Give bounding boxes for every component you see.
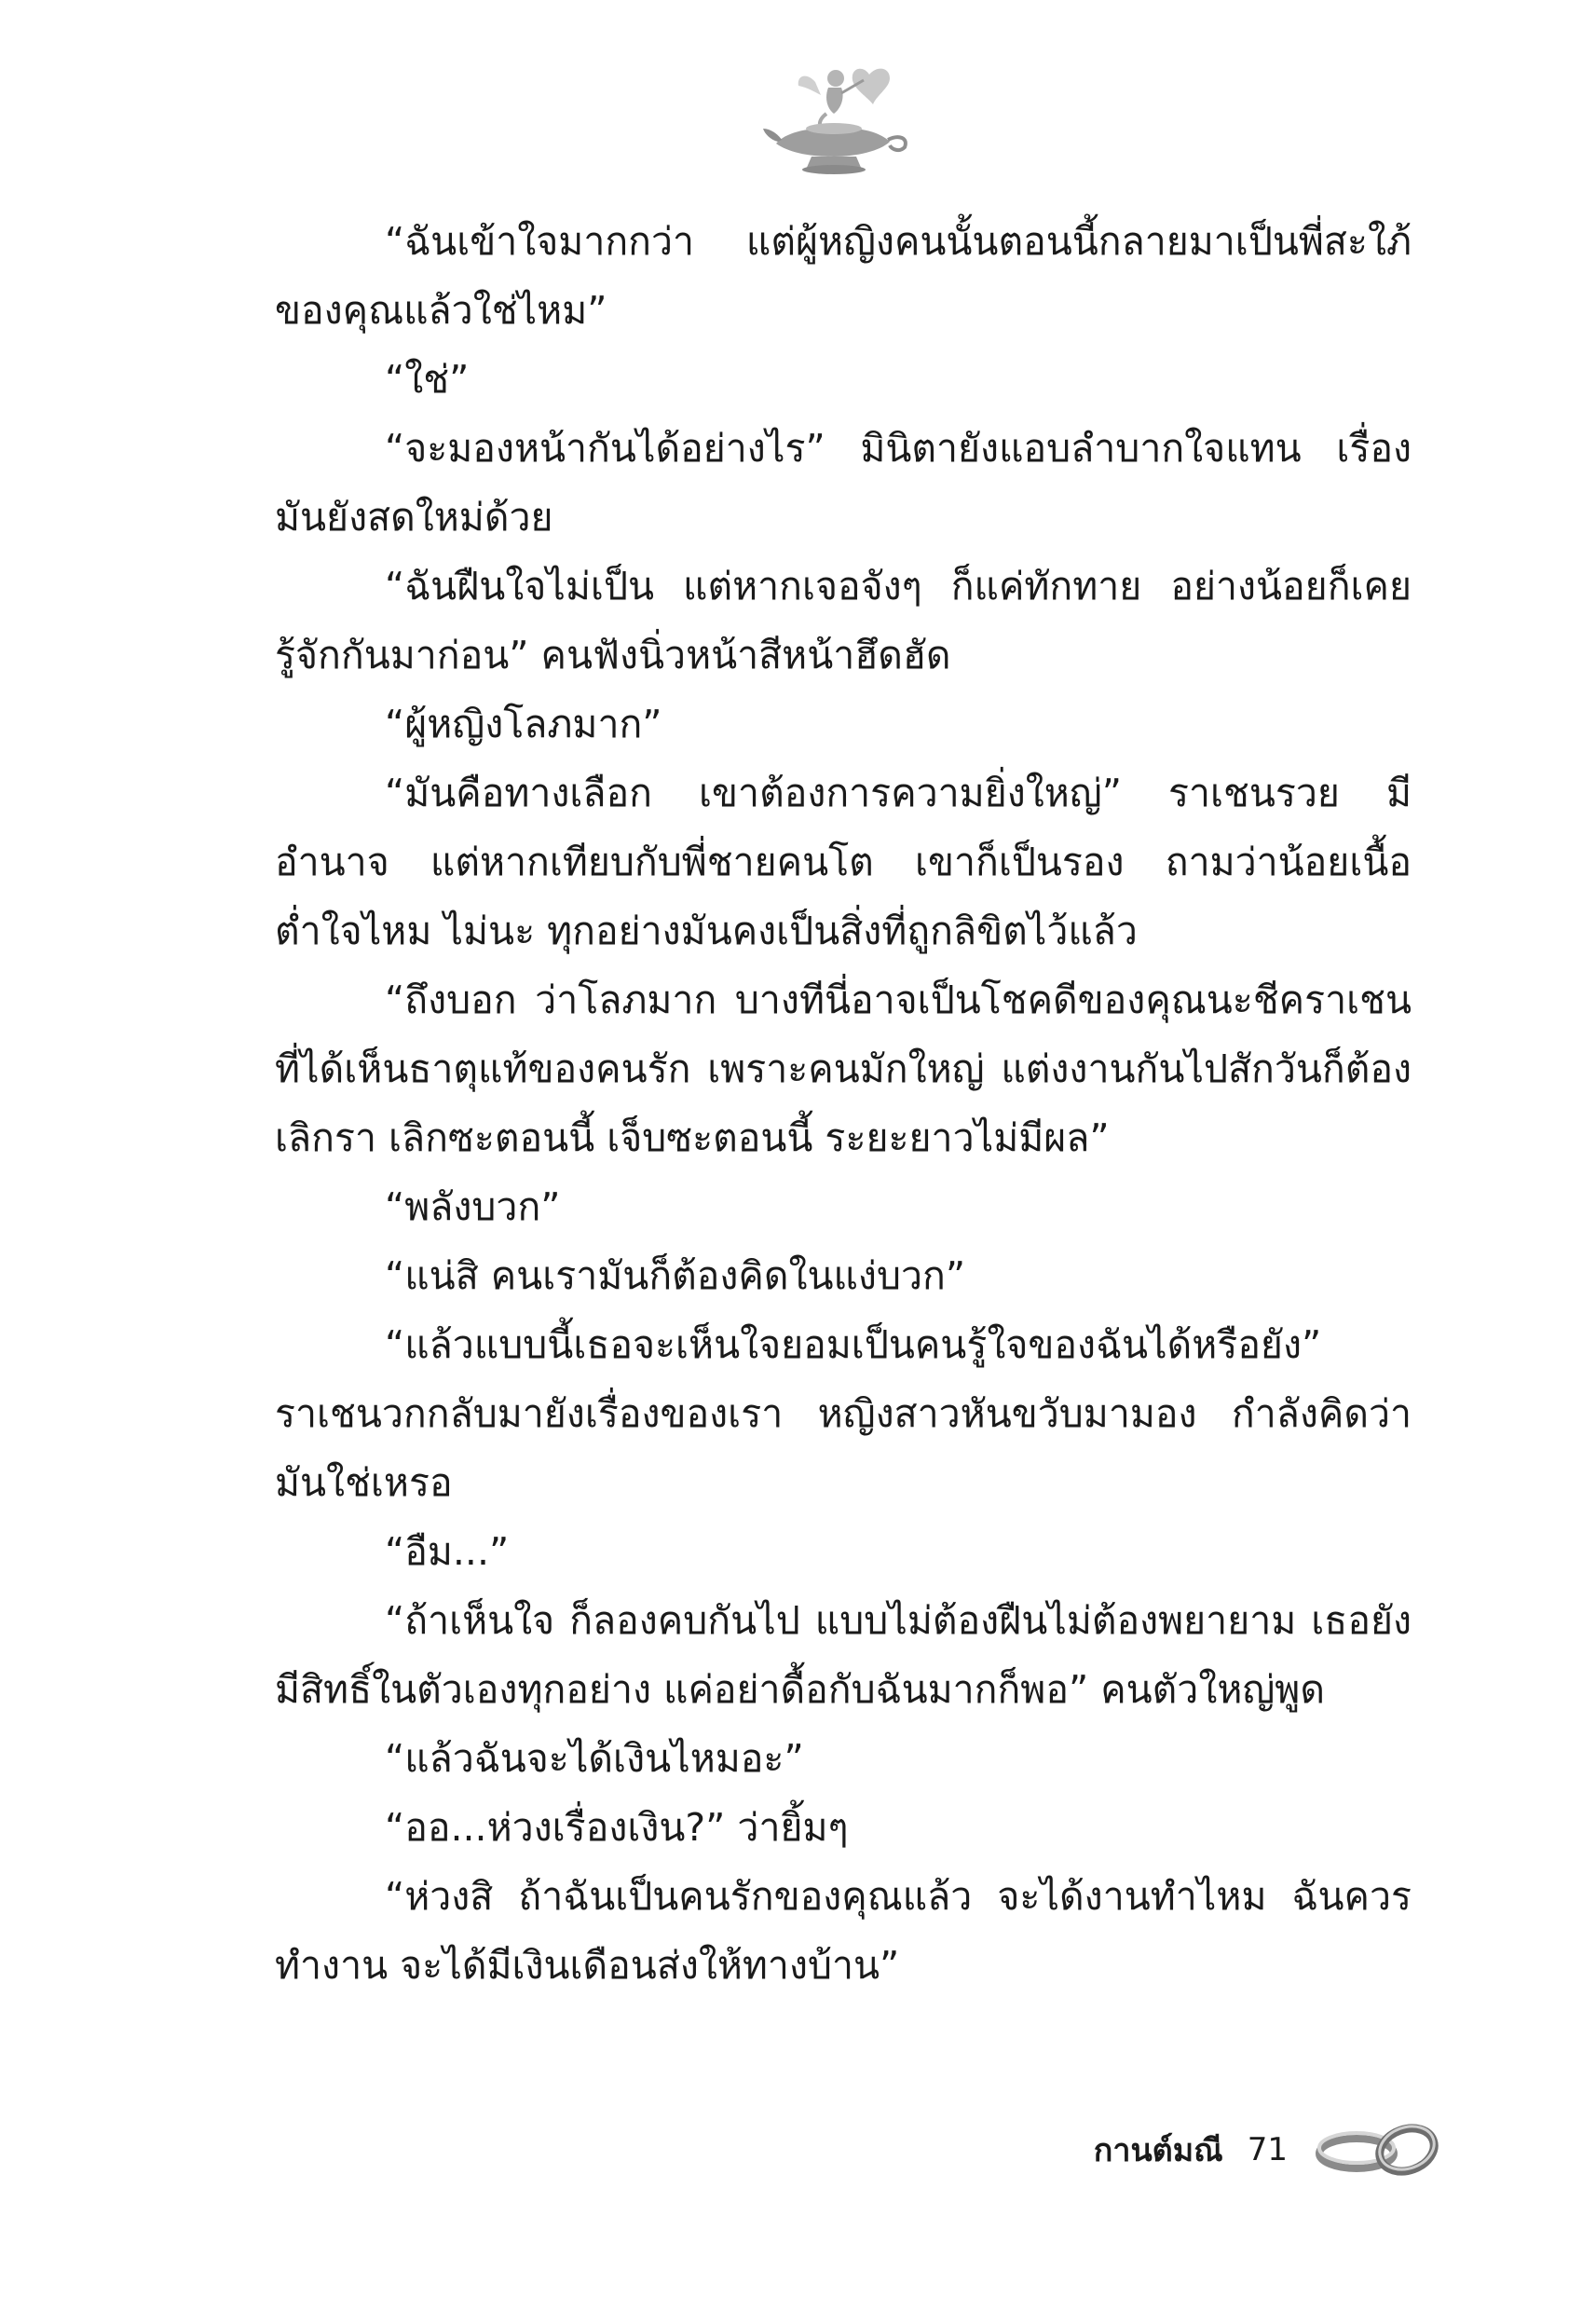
paragraph: “ถ้าเห็นใจ ก็ลองคบกันไป แบบไม่ต้องฝืนไม่ต้องพยายาม เธอยังมีสิทธิ์ในตัวเองทุกอย่าง แค่อย่าดื้อกับฉันมากก็พอ” คนตัวใหญ่พูด <box>275 1598 1412 1712</box>
paragraph: “ห่วงสิ ถ้าฉันเป็นคนรักของคุณแล้ว จะได้งานทำไหม ฉันควรทำงาน จะได้มีเงินเดือนส่งให้ทางบ้าน” <box>275 1874 1412 1988</box>
body-text <box>275 207 1412 2000</box>
paragraph: “อืม...” <box>385 1529 510 1574</box>
page-number: 71 <box>1247 2131 1288 2168</box>
paragraph: “ผู้หญิงโลภมาก” <box>385 702 662 746</box>
paragraph: “แล้วฉันจะได้เงินไหมอะ” <box>385 1736 804 1781</box>
book-title: กานต์มณี <box>1093 2132 1223 2169</box>
paragraph: “ใช่” <box>385 357 470 402</box>
paragraph: “มันคือทางเลือก เขาต้องการความยิ่งใหญ่” ราเชนรวย มีอำนาจ แต่หากเทียบกับพี่ชายคนโต เขาก็เป็นรอง ถามว่าน้อยเนื้อต่ำใจไหม ไม่นะ ทุกอย่างมันคงเป็นสิ่งที่ถูกลิขิตไว้แล้ว <box>275 771 1412 953</box>
paragraph: “ถึงบอก ว่าโลภมาก บางทีนี่อาจเป็นโชคดีของคุณนะชีคราเชน ที่ได้เห็นธาตุแท้ของคนรัก เพราะคนมักใหญ่ แต่งงานกันไปสักวันก็ต้องเลิกรา เลิกซะตอนนี้ เจ็บซะตอนนี้ ระยะยาวไม่มีผล” <box>275 978 1412 1160</box>
paragraph: “ฉันฝืนใจไม่เป็น แต่หากเจอจังๆ ก็แค่ทักทาย อย่างน้อยก็เคยรู้จักกันมาก่อน” คนฟังนิ่วหน้าสีหน้าฮึดฮัด <box>275 564 1412 677</box>
paragraph: “ออ...ห่วงเรื่องเงิน?” ว่ายิ้มๆ <box>385 1805 849 1850</box>
paragraph: “จะมองหน้ากันได้อย่างไร” มินิตายังแอบลำบากใจแทน เรื่องมันยังสดใหม่ด้วย <box>275 426 1412 540</box>
paragraph: “แล้วแบบนี้เธอจะเห็นใจยอมเป็นคนรู้ใจของฉันได้หรือยัง” ราเชนวกกลับมายังเรื่องของเรา หญิงสาวหันขวับมามอง กำลังคิดว่ามันใช่เหรอ <box>275 1322 1412 1505</box>
page-footer <box>1044 2117 1444 2182</box>
paragraph: “พลังบวก” <box>385 1184 561 1229</box>
paragraph: “แน่สิ คนเรามันก็ต้องคิดในแง่บวก” <box>385 1253 966 1298</box>
cupid-lamp-icon <box>759 54 913 175</box>
wedding-rings-icon <box>1314 2120 1444 2180</box>
paragraph: “ฉันเข้าใจมากกว่า แต่ผู้หญิงคนนั้นตอนนี้กลายมาเป็นพี่สะใภ้ของคุณแล้วใช่ไหม” <box>275 219 1412 333</box>
